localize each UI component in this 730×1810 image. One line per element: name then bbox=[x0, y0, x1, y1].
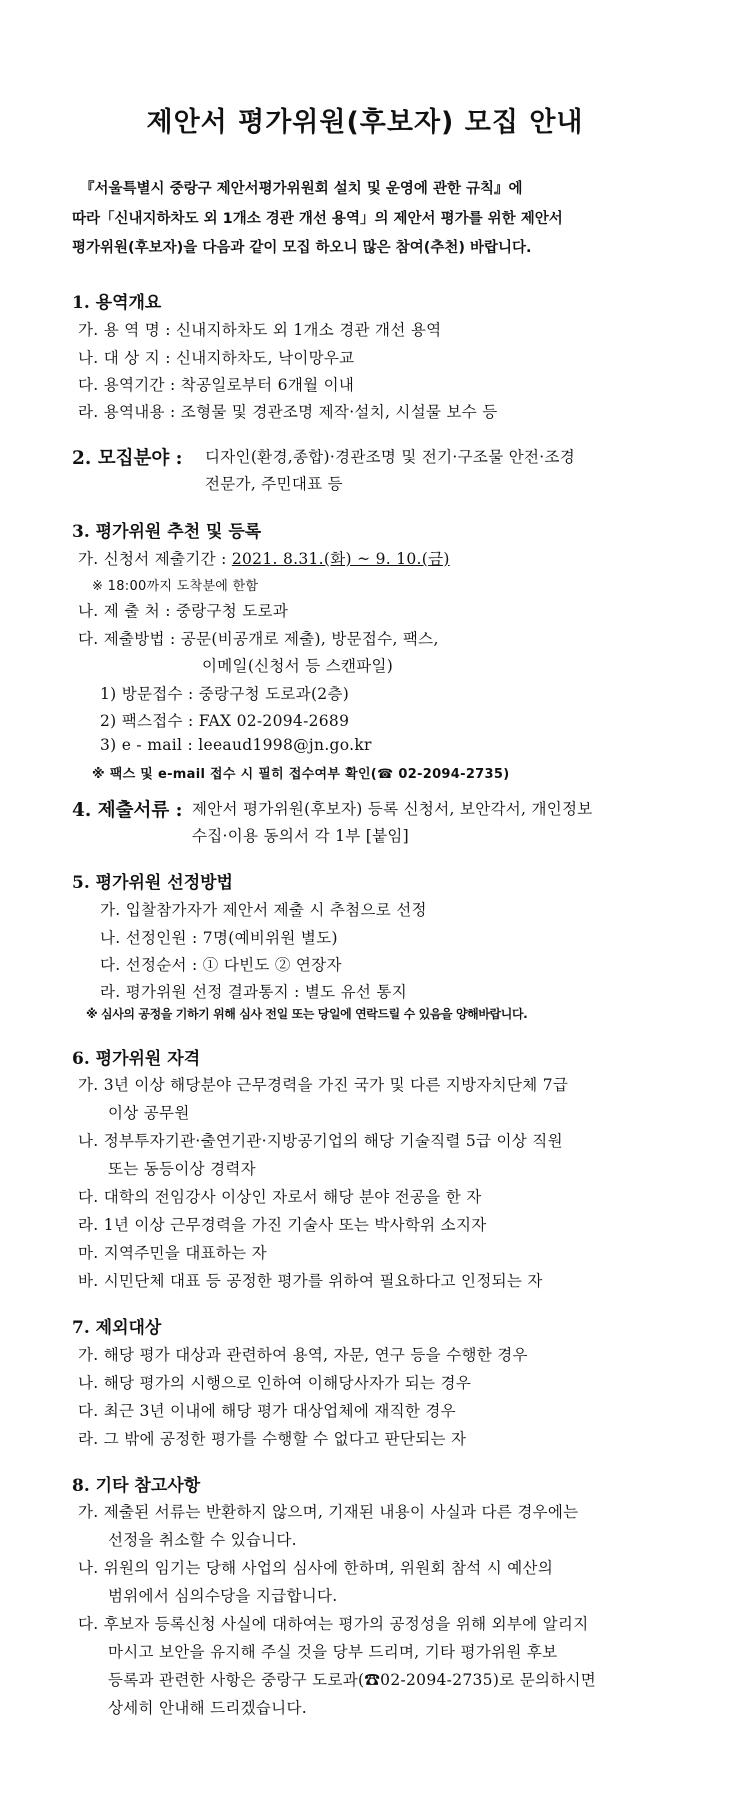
s8-line: 등록과 관련한 사항은 중랑구 도로과(☎02-2094-2735)로 문의하시면 bbox=[108, 1671, 597, 1689]
s8-line: 선정을 취소할 수 있습니다. bbox=[108, 1531, 297, 1549]
intro-line-3: 평가위원(후보자)을 다음과 같이 모집 하오니 많은 참여(추천) 바랍니다. bbox=[72, 240, 532, 256]
s2-line: 디자인(환경,종합)·경관조명 및 전기·구조물 안전·조경 bbox=[205, 448, 576, 466]
intro-line-2: 따라「신내지하차도 외 1개소 경관 개선 용역」의 제안서 평가를 위한 제안서 bbox=[72, 211, 563, 227]
s3-period-label: 가. 신청서 제출기간 : bbox=[78, 550, 232, 568]
section-6-heading: 6. 평가위원 자격 bbox=[72, 1049, 201, 1069]
s4-line: 수집·이용 동의서 각 1부 [붙임] bbox=[192, 827, 409, 845]
s8-line: 나. 위원의 임기는 당해 사업의 심사에 한하며, 위원회 참석 시 예산의 bbox=[78, 1559, 554, 1577]
s5-item: 가. 입찰참가자가 제안서 제출 시 추첨으로 선정 bbox=[100, 901, 427, 919]
s6-line: 마. 지역주민을 대표하는 자 bbox=[78, 1244, 267, 1262]
s6-line: 또는 동등이상 경력자 bbox=[108, 1160, 256, 1178]
s2-line: 전문가, 주민대표 등 bbox=[205, 475, 343, 493]
s6-line: 나. 정부투자기관·출연기관·지방공기업의 해당 기술직렬 5급 이상 직원 bbox=[78, 1132, 563, 1150]
s6-line: 이상 공무원 bbox=[108, 1104, 190, 1122]
section-5-heading: 5. 평가위원 선정방법 bbox=[72, 873, 233, 893]
s7-item: 라. 그 밖에 공정한 평가를 수행할 수 없다고 판단되는 자 bbox=[78, 1430, 467, 1448]
s8-line: 상세히 안내해 드리겠습니다. bbox=[108, 1699, 307, 1717]
s1-item: 나. 대 상 지 : 신내지하차도, 낙이망우교 bbox=[78, 349, 355, 367]
s5-item: 라. 평가위원 선정 결과통지 : 별도 유선 통지 bbox=[100, 983, 407, 1001]
s7-item: 나. 해당 평가의 시행으로 인하여 이해당사자가 되는 경우 bbox=[78, 1374, 472, 1392]
page-title: 제안서 평가위원(후보자) 모집 안내 bbox=[146, 107, 584, 138]
s5-note: ※ 심사의 공정을 기하기 위해 심사 전일 또는 당일에 연락드릴 수 있음을 양해바랍니다. bbox=[86, 1007, 528, 1021]
section-3-heading: 3. 평가위원 추천 및 등록 bbox=[72, 522, 262, 542]
s1-item: 라. 용역내용 : 조형물 및 경관조명 제작·설치, 시설물 보수 등 bbox=[78, 403, 498, 421]
s7-item: 가. 해당 평가 대상과 관련하여 용역, 자문, 연구 등을 수행한 경우 bbox=[78, 1346, 528, 1364]
s6-line: 다. 대학의 전임강사 이상인 자로서 해당 분야 전공을 한 자 bbox=[78, 1188, 482, 1206]
s5-item: 나. 선정인원 : 7명(예비위원 별도) bbox=[100, 929, 338, 947]
s3-method-cont: 이메일(신청서 등 스캔파일) bbox=[202, 657, 394, 675]
s7-item: 다. 최근 3년 이내에 해당 평가 대상업체에 재직한 경우 bbox=[78, 1402, 456, 1420]
s6-line: 라. 1년 이상 근무경력을 가진 기술사 또는 박사학위 소지자 bbox=[78, 1216, 487, 1234]
s6-line: 바. 시민단체 대표 등 공정한 평가를 위하여 필요하다고 인정되는 자 bbox=[78, 1272, 543, 1290]
section-1-heading: 1. 용역개요 bbox=[72, 293, 162, 313]
s3-fax: 2) 팩스접수 : FAX 02-2094-2689 bbox=[100, 712, 350, 730]
s3-method: 다. 제출방법 : 공문(비공개로 제출), 방문접수, 팩스, bbox=[78, 630, 439, 648]
s3-visit: 1) 방문접수 : 중랑구청 도로과(2층) bbox=[100, 685, 350, 703]
s3-note-confirm: ※ 팩스 및 e-mail 접수 시 필히 접수여부 확인(☎ 02-2094-2735) bbox=[92, 767, 510, 782]
s3-note-time: ※ 18:00까지 도착분에 한함 bbox=[92, 579, 259, 594]
s6-line: 가. 3년 이상 해당분야 근무경력을 가진 국가 및 다른 지방자치단체 7급 bbox=[78, 1076, 569, 1094]
section-8-heading: 8. 기타 참고사항 bbox=[72, 1476, 201, 1496]
section-2-heading: 2. 모집분야 : bbox=[72, 448, 183, 469]
s8-line: 다. 후보자 등록신청 사실에 대하여는 평가의 공정성을 위해 외부에 알리지 bbox=[78, 1615, 589, 1633]
s3-period bbox=[78, 547, 450, 569]
s3-period-value: 2021. 8.31.(화) ~ 9. 10.(금) bbox=[231, 550, 450, 568]
section-7-heading: 7. 제외대상 bbox=[72, 1318, 162, 1338]
s3-place: 나. 제 출 처 : 중랑구청 도로과 bbox=[78, 602, 289, 620]
s8-line: 마시고 보안을 유지해 주실 것을 당부 드리며, 기타 평가위원 후보 bbox=[108, 1643, 558, 1661]
s1-item: 가. 용 역 명 : 신내지하차도 외 1개소 경관 개선 용역 bbox=[78, 321, 442, 339]
s4-line: 제안서 평가위원(후보자) 등록 신청서, 보안각서, 개인정보 bbox=[192, 800, 593, 818]
section-4-heading: 4. 제출서류 : bbox=[72, 800, 183, 821]
s5-item: 다. 선정순서 : ① 다빈도 ② 연장자 bbox=[100, 956, 342, 974]
s8-line: 범위에서 심의수당을 지급합니다. bbox=[108, 1587, 338, 1605]
s3-email: 3) e - mail : leeaud1998@jn.go.kr bbox=[100, 736, 372, 754]
s1-item: 다. 용역기간 : 착공일로부터 6개월 이내 bbox=[78, 376, 355, 394]
intro-line-1: 『서울특별시 중랑구 제안서평가위원회 설치 및 운영에 관한 규칙』에 bbox=[80, 181, 523, 197]
s8-line: 가. 제출된 서류는 반환하지 않으며, 기재된 내용이 사실과 다른 경우에는 bbox=[78, 1503, 579, 1521]
